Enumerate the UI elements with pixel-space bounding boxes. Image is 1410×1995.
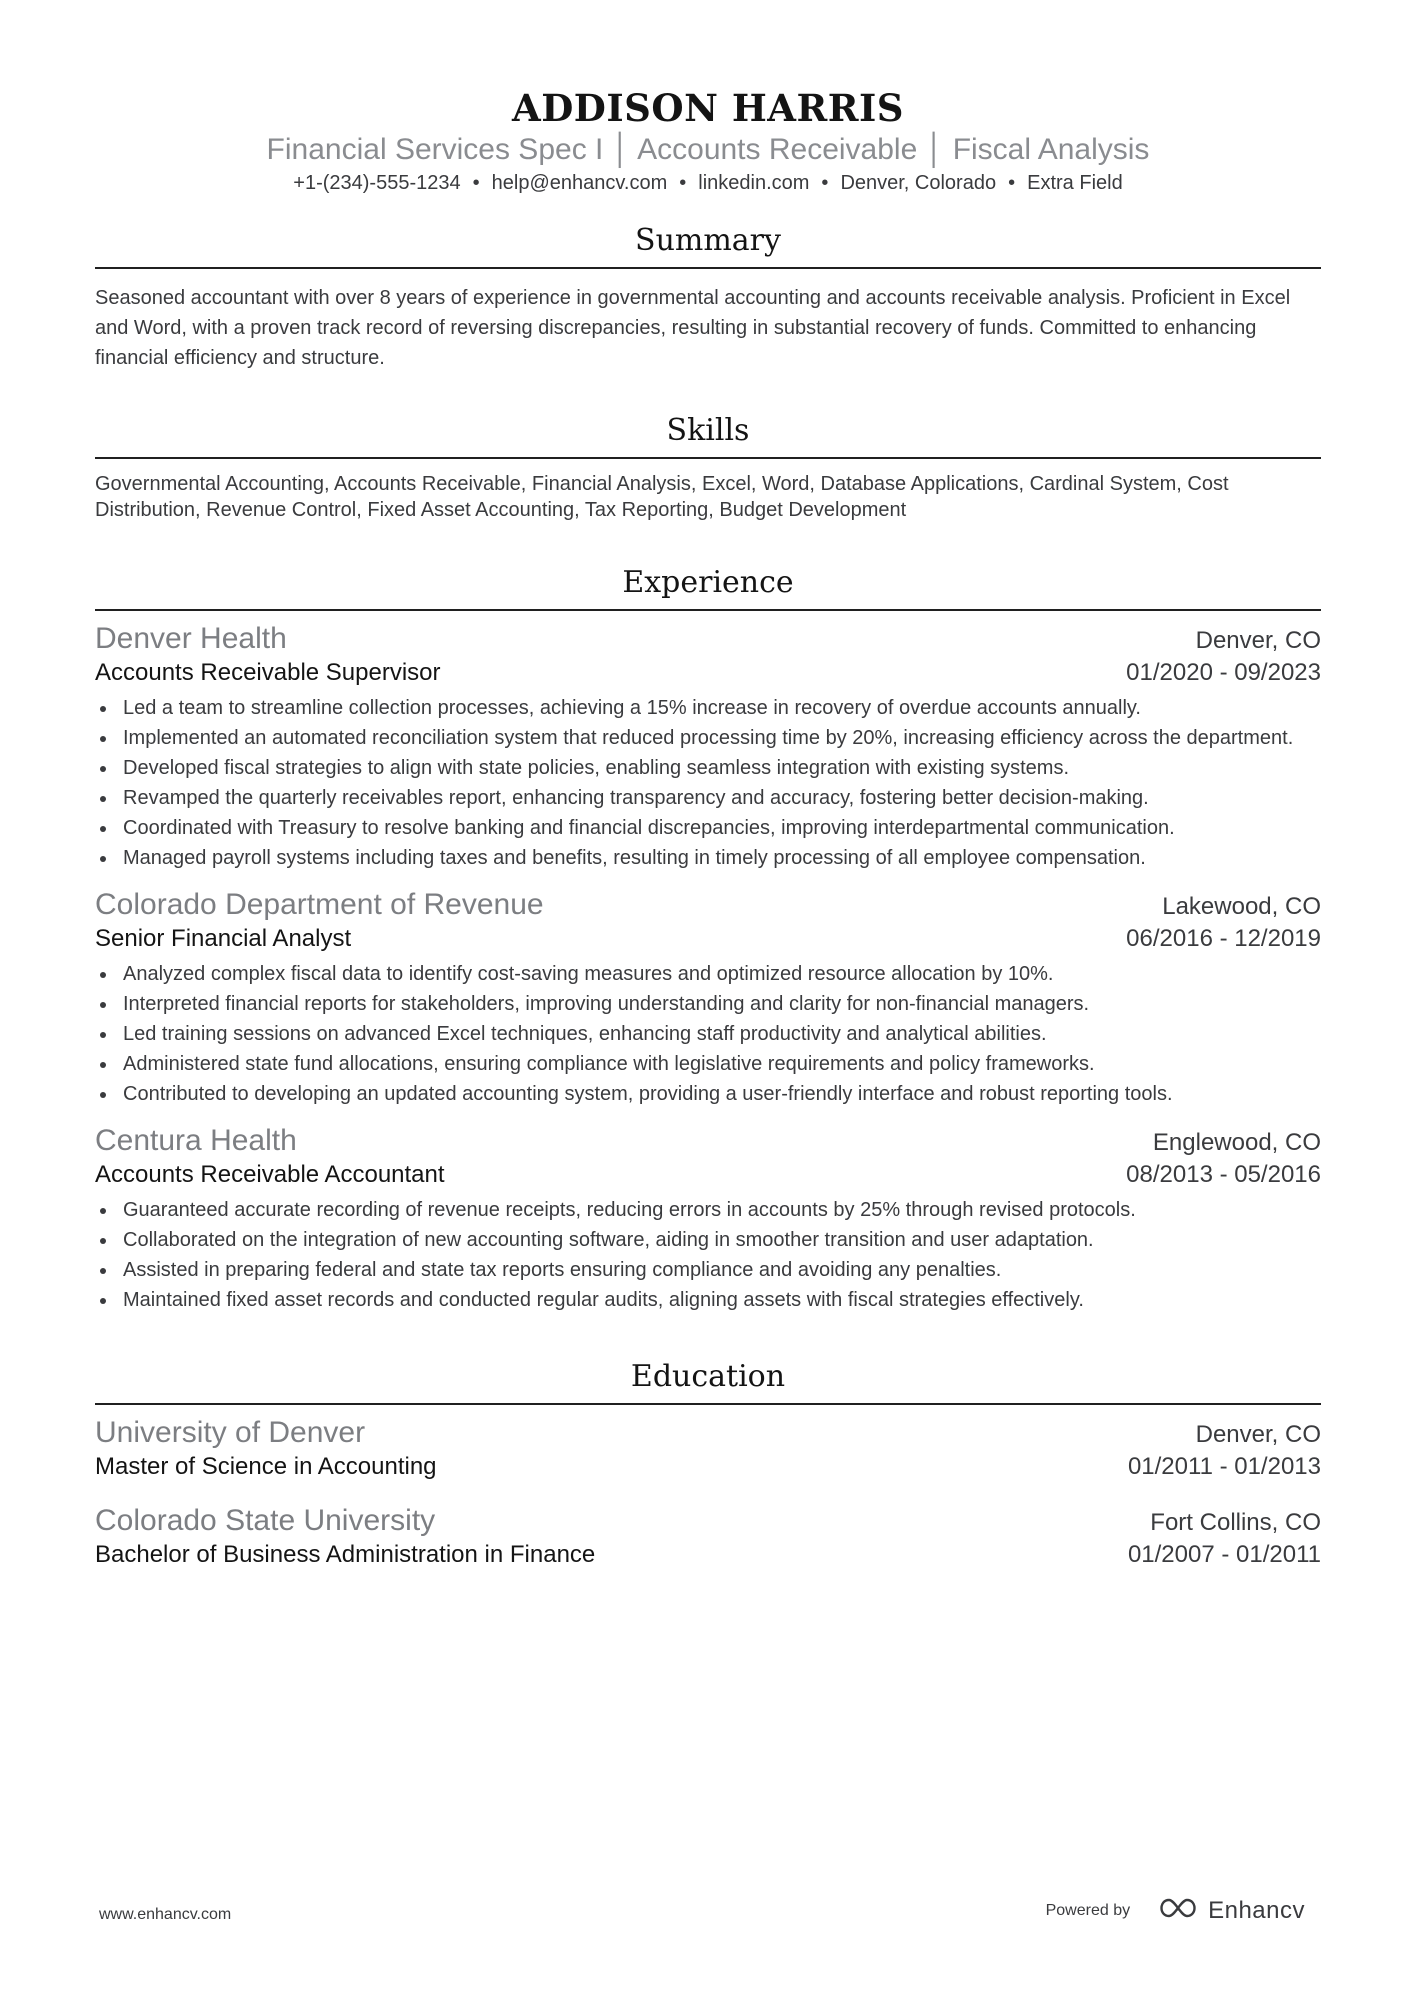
footer-website[interactable]: www.enhancv.com [99,1906,232,1923]
experience-entry [95,1123,1321,1315]
summary-section [95,221,1321,373]
brand-name: Enhancv [1208,1896,1305,1924]
contact-line [95,169,1321,197]
skills-text: Governmental Accounting, Accounts Receivable, Financial Analysis, Excel, Word, Database Applications, Cardinal System, Cost Distribution, Revenue Control, Fixed Asset Accounting, Tax Reporting, Budget Development [95,473,1229,521]
bullet-item: Led a team to streamline collection processes, achieving a 15% increase in recovery of overdue accounts annually. [95,693,1321,723]
job-dates: 01/2020 - 09/2023 [1126,659,1321,686]
school-name: Colorado State University [95,1504,436,1537]
section-title-summary: Summary [635,223,781,258]
contact-separator: • [679,172,687,194]
company-name: Denver Health [95,622,287,655]
section-title-experience: Experience [622,565,794,600]
bullet-item: Maintained fixed asset records and conducted regular audits, aligning assets with fiscal strategies effectively. [95,1285,1321,1315]
section-divider [95,267,1321,269]
experience-entry [95,621,1321,873]
experience-entry [95,887,1321,1109]
education-section [95,1357,1321,1571]
contact-extra: Extra Field [1027,172,1123,194]
contact-email[interactable]: help@enhancv.com [491,172,668,194]
job-bullets [95,1195,1321,1315]
contact-separator: • [1008,172,1016,194]
job-bullets [95,693,1321,873]
bullet-item: Coordinated with Treasury to resolve banking and financial discrepancies, improving interdepartmental communication. [95,813,1321,843]
experience-section [95,563,1321,1315]
degree-title: Master of Science in Accounting [95,1453,437,1480]
contact-phone[interactable]: +1-(234)-555-1234 [293,172,461,194]
company-name: Centura Health [95,1124,297,1157]
bullet-item: Assisted in preparing federal and state tax reports ensuring compliance and avoiding any penalties. [95,1255,1321,1285]
job-location: Denver, CO [1195,627,1321,654]
job-dates: 06/2016 - 12/2019 [1126,925,1321,952]
powered-by-label: Powered by [1045,1901,1131,1919]
section-divider [95,1403,1321,1405]
bullet-item: Developed fiscal strategies to align with state policies, enabling seamless integration with existing systems. [95,753,1321,783]
school-location: Fort Collins, CO [1150,1509,1321,1536]
bullet-item: Managed payroll systems including taxes and benefits, resulting in timely processing of all employee compensation. [95,843,1321,873]
section-title-skills: Skills [666,413,750,448]
education-entry [95,1503,1321,1571]
job-dates: 08/2013 - 05/2016 [1126,1161,1321,1188]
section-title-education: Education [630,1359,786,1394]
bullet-item: Contributed to developing an updated accounting system, providing a user-friendly interface and robust reporting tools. [95,1079,1321,1109]
bullet-item: Administered state fund allocations, ensuring compliance with legislative requirements and policy frameworks. [95,1049,1321,1079]
company-name: Colorado Department of Revenue [95,888,544,921]
education-dates: 01/2011 - 01/2013 [1127,1453,1321,1480]
bullet-item: Analyzed complex fiscal data to identify cost-saving measures and optimized resource allocation by 10%. [95,959,1321,989]
bullet-item: Led training sessions on advanced Excel techniques, enhancing staff productivity and analytical abilities. [95,1019,1321,1049]
bullet-item: Implemented an automated reconciliation system that reduced processing time by 20%, increasing efficiency across the department. [95,723,1321,753]
degree-title: Bachelor of Business Administration in Finance [95,1541,596,1568]
contact-location: Denver, Colorado [840,172,997,194]
section-divider [95,609,1321,611]
education-entry [95,1415,1321,1483]
summary-text: Seasoned accountant with over 8 years of experience in governmental accounting and accounts receivable analysis. Proficient in Excel and Word, with a proven track record of reversing discrepancies, resulting in substantial recovery of funds. Committed to enhancing financial efficiency and structure. [95,287,1291,369]
job-title: Senior Financial Analyst [95,925,352,952]
footer-branding[interactable] [1046,1896,1305,1925]
resume-page [95,0,1321,1571]
education-dates: 01/2007 - 01/2011 [1127,1541,1321,1568]
contact-separator: • [821,172,829,194]
contact-linkedin[interactable]: linkedin.com [698,172,810,194]
candidate-name: ADDISON HARRIS [511,86,905,130]
job-location: Lakewood, CO [1162,893,1321,920]
bullet-item: Revamped the quarterly receivables report, enhancing transparency and accuracy, fostering better decision-making. [95,783,1321,813]
candidate-tagline: Financial Services Spec I │ Accounts Receivable │ Fiscal Analysis [266,133,1150,166]
enhancv-logo-icon [1156,1896,1200,1925]
bullet-item: Guaranteed accurate recording of revenue receipts, reducing errors in accounts by 25% through revised protocols. [95,1195,1321,1225]
contact-separator: • [472,172,480,194]
school-name: University of Denver [95,1416,366,1449]
job-location: Englewood, CO [1152,1129,1321,1156]
job-title: Accounts Receivable Supervisor [95,659,441,686]
school-location: Denver, CO [1195,1421,1321,1448]
job-title: Accounts Receivable Accountant [95,1161,445,1188]
section-divider [95,457,1321,459]
bullet-item: Interpreted financial reports for stakeholders, improving understanding and clarity for non-financial managers. [95,989,1321,1019]
skills-section [95,411,1321,523]
bullet-item: Collaborated on the integration of new accounting software, aiding in smoother transition and user adaptation. [95,1225,1321,1255]
job-bullets [95,959,1321,1109]
